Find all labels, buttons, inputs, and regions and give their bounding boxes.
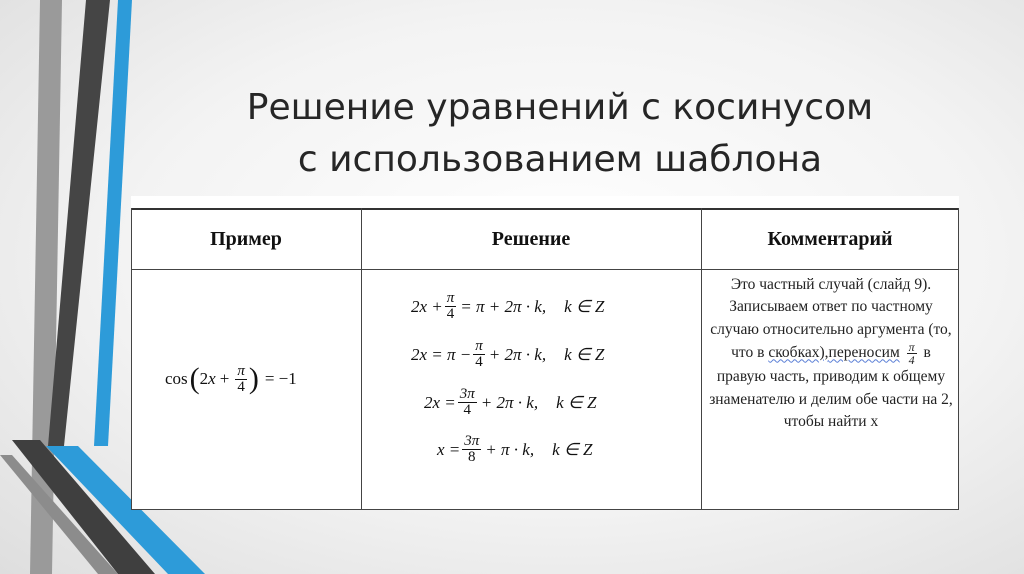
solution-frac-num: 3π [459, 386, 475, 402]
example-frac-den: 4 [237, 378, 245, 395]
solution-rhs: + 2π · k, [480, 392, 539, 412]
solution-line-4 [437, 434, 592, 465]
solution-frac-den: 4 [446, 306, 455, 322]
slide-title [180, 82, 940, 186]
comment-frac-den: 4 [908, 353, 915, 368]
solution-frac-num: π [446, 290, 455, 306]
header-comment: Комментарий [767, 228, 893, 250]
solution-line-2 [411, 339, 604, 370]
example-frac-num: π [237, 362, 245, 379]
header-solution: Решение [491, 228, 571, 250]
example-fraction [235, 364, 247, 395]
comment-part3: в правую часть, приводим к общему знаменателю и делим обе части на 2, чтобы найти х [709, 344, 953, 431]
solution-frac-num: 3π [464, 433, 480, 449]
slide-title-line2: с использованием шаблона [297, 139, 823, 180]
solution-rhs: + 2π · k, [488, 344, 547, 364]
comment-part1: Это частный случай (слайд 9). Записываем ответ по частному случаю относительно аргумента (то, что в [710, 276, 952, 362]
header-example: Пример [210, 228, 282, 250]
solution-fraction [473, 339, 485, 370]
solution-lhs: x = [437, 439, 461, 459]
solution-cond: k ∈ Z [556, 392, 597, 412]
solution-frac-den: 4 [475, 354, 483, 370]
solution-lhs: 2x = π − [411, 344, 472, 364]
comment-text [706, 274, 956, 433]
comment-part2b: переносим [828, 344, 900, 362]
solution-frac-num: π [475, 338, 483, 354]
comment-fraction [907, 341, 917, 366]
solution-fraction [458, 387, 477, 418]
solution-cond: k ∈ Z [552, 439, 593, 459]
solution-lhs: 2x + [411, 296, 443, 316]
example-plus: + [219, 369, 230, 388]
solution-fraction [462, 434, 481, 465]
solution-table [131, 196, 959, 510]
example-rhs: = −1 [264, 369, 297, 388]
solution-frac-den: 8 [468, 449, 476, 465]
solution-cond: k ∈ Z [564, 296, 605, 316]
solution-frac-den: 4 [463, 402, 472, 418]
table-bottom-border [131, 509, 959, 510]
solution-rhs: + π · k, [485, 439, 535, 459]
slide-title-line1: Решение уравнений с косинусом [246, 87, 874, 128]
comment-part2a: скобках), [768, 344, 829, 362]
solution-cond: k ∈ Z [564, 344, 605, 364]
comment-frac-num: π [908, 340, 915, 355]
example-rparen: ) [248, 362, 259, 395]
example-var: x [208, 369, 216, 388]
solution-line-1 [411, 291, 604, 322]
example-coef: 2 [199, 369, 209, 388]
example-func: cos [165, 369, 188, 388]
solution-rhs: = π + 2π · k, [460, 296, 547, 316]
table-header-separator [131, 269, 959, 270]
solution-lhs: 2x = [424, 392, 456, 412]
example-equation [165, 362, 297, 396]
solution-line-3 [424, 387, 596, 418]
solution-fraction [445, 291, 457, 322]
example-lparen: ( [189, 362, 200, 395]
